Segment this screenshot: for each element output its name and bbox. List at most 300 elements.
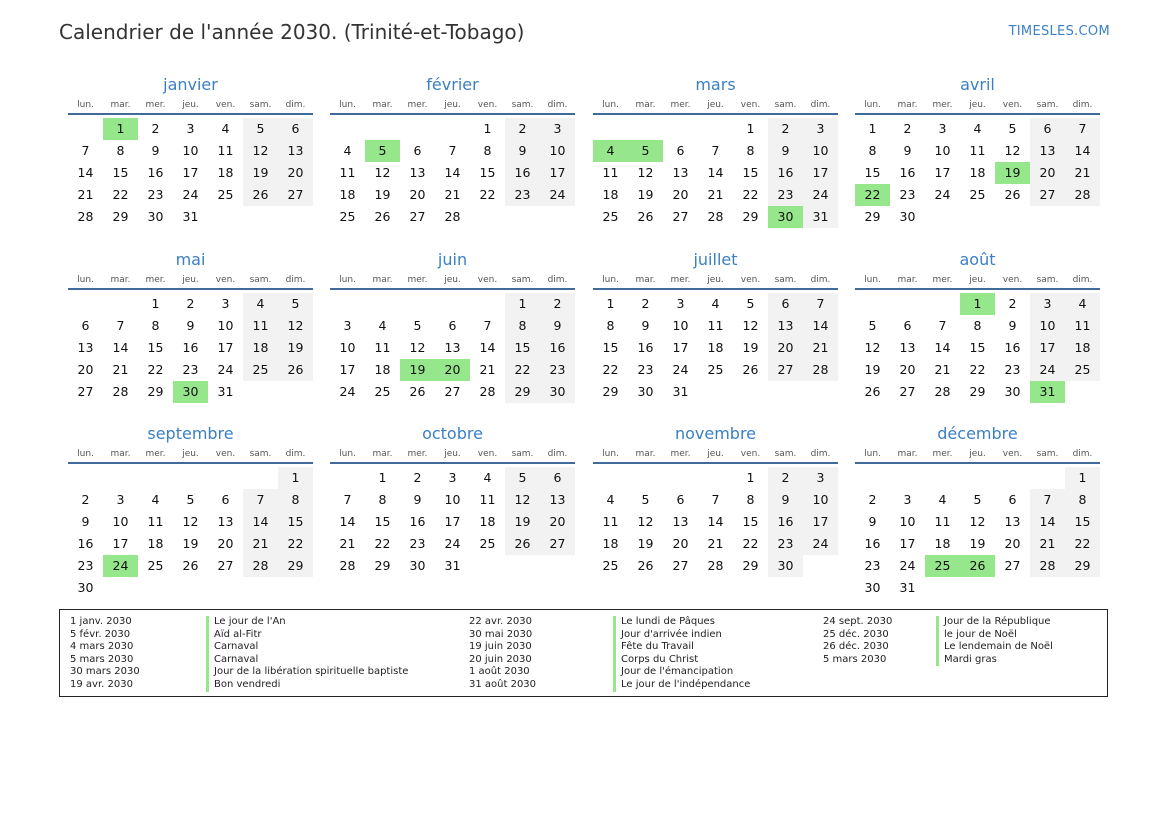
day-cell: 6 — [903, 318, 912, 333]
weekday-label: dim. — [547, 100, 568, 110]
weekday-label: sam. — [1036, 449, 1059, 459]
month-header-rule — [330, 288, 575, 290]
holiday-name: Carnaval — [206, 654, 408, 667]
day-cell: 21 — [812, 340, 829, 355]
weekday-label: ven. — [215, 449, 236, 459]
holiday-day-cell: 19 — [400, 359, 435, 381]
day-cell: 30 — [777, 558, 794, 573]
month-header-rule — [330, 462, 575, 464]
day-cell: 9 — [553, 318, 562, 333]
day-cell: 28 — [707, 209, 724, 224]
day-cell: 27 — [549, 536, 566, 551]
day-cell: 21 — [77, 187, 94, 202]
holiday-dates-column — [469, 616, 536, 692]
day-cell: 6 — [221, 492, 230, 507]
day-cell: 9 — [868, 514, 877, 529]
month-4 — [855, 75, 1100, 245]
day-cell: 25 — [217, 187, 234, 202]
month-2 — [330, 75, 575, 245]
day-cell: 2 — [641, 296, 650, 311]
day-cell: 19 — [374, 187, 391, 202]
day-cell: 27 — [672, 209, 689, 224]
day-cell: 7 — [711, 143, 720, 158]
day-cell: 8 — [483, 143, 492, 158]
weekday-label: lun. — [339, 449, 356, 459]
holiday-names-column — [206, 616, 408, 692]
day-cell: 2 — [518, 121, 527, 136]
day-cell: 3 — [938, 121, 947, 136]
holiday-day-cell: 4 — [593, 140, 628, 162]
day-cell: 1 — [151, 296, 160, 311]
day-cell: 28 — [339, 558, 356, 573]
day-cell: 23 — [777, 536, 794, 551]
day-cell: 25 — [374, 384, 391, 399]
day-cell: 25 — [1074, 362, 1091, 377]
day-cell: 4 — [973, 121, 982, 136]
month-name: août — [959, 250, 996, 269]
day-cell: 21 — [479, 362, 496, 377]
weekday-label: mar. — [372, 449, 393, 459]
day-cell: 19 — [864, 362, 881, 377]
day-cell: 23 — [899, 187, 916, 202]
day-cell: 26 — [637, 209, 654, 224]
day-cell: 22 — [287, 536, 304, 551]
day-cell: 9 — [81, 514, 90, 529]
day-cell: 17 — [812, 514, 829, 529]
month-10 — [330, 424, 575, 594]
holiday-date: 26 déc. 2030 — [823, 641, 889, 653]
day-cell: 6 — [291, 121, 300, 136]
holiday-date: 24 sept. 2030 — [823, 616, 893, 627]
day-cell: 8 — [868, 143, 877, 158]
month-name: juillet — [693, 250, 738, 269]
day-cell: 28 — [444, 209, 461, 224]
day-cell: 29 — [287, 558, 304, 573]
weekday-label: ven. — [740, 100, 761, 110]
day-cell: 5 — [186, 492, 195, 507]
day-cell: 17 — [934, 165, 951, 180]
holiday-names-column — [936, 616, 1053, 666]
day-cell: 10 — [899, 514, 916, 529]
weekday-label: sam. — [249, 100, 272, 110]
day-cell: 31 — [812, 209, 829, 224]
day-cell: 19 — [742, 340, 759, 355]
day-cell: 29 — [864, 209, 881, 224]
day-cell: 20 — [409, 187, 426, 202]
day-cell: 11 — [374, 340, 391, 355]
month-7 — [593, 250, 838, 420]
day-cell: 21 — [252, 536, 269, 551]
day-cell: 14 — [934, 340, 951, 355]
day-cell: 25 — [602, 558, 619, 573]
day-cell: 6 — [81, 318, 90, 333]
day-cell: 24 — [899, 558, 916, 573]
day-cell: 12 — [969, 514, 986, 529]
day-cell: 26 — [864, 384, 881, 399]
day-cell: 11 — [339, 165, 356, 180]
day-cell: 21 — [112, 362, 129, 377]
day-cell: 8 — [378, 492, 387, 507]
day-cell: 6 — [781, 296, 790, 311]
day-cell: 22 — [742, 187, 759, 202]
day-cell: 12 — [252, 143, 269, 158]
day-cell: 11 — [217, 143, 234, 158]
weekday-label: lun. — [602, 275, 619, 285]
day-cell: 14 — [812, 318, 829, 333]
weekday-label: mar. — [635, 449, 656, 459]
day-cell: 28 — [1039, 558, 1056, 573]
month-header-rule — [855, 113, 1100, 115]
day-cell: 12 — [637, 514, 654, 529]
day-cell: 14 — [1039, 514, 1056, 529]
day-cell: 18 — [969, 165, 986, 180]
day-cell: 14 — [77, 165, 94, 180]
day-cell: 21 — [1039, 536, 1056, 551]
day-cell: 7 — [1043, 492, 1052, 507]
weekday-label: mar. — [372, 275, 393, 285]
day-cell: 23 — [777, 187, 794, 202]
weekday-label: mar. — [110, 100, 131, 110]
day-cell: 25 — [602, 209, 619, 224]
day-cell: 17 — [549, 165, 566, 180]
day-cell: 28 — [112, 384, 129, 399]
day-cell: 26 — [742, 362, 759, 377]
weekday-label: sam. — [511, 449, 534, 459]
day-cell: 12 — [374, 165, 391, 180]
holiday-date: 5 févr. 2030 — [70, 628, 131, 640]
day-cell: 19 — [969, 536, 986, 551]
day-cell: 5 — [746, 296, 755, 311]
weekday-label: mer. — [407, 275, 428, 285]
holiday-legend — [59, 609, 1108, 697]
holiday-day-cell: 1 — [103, 118, 138, 140]
holiday-day-cell: 19 — [995, 162, 1030, 184]
day-cell: 6 — [413, 143, 422, 158]
day-cell: 3 — [676, 296, 685, 311]
day-cell: 16 — [549, 340, 566, 355]
holiday-name: Le jour de l'An — [206, 616, 408, 629]
day-cell: 4 — [1078, 296, 1087, 311]
day-cell: 6 — [1043, 121, 1052, 136]
month-header-rule — [593, 462, 838, 464]
holiday-date: 5 mars 2030 — [70, 653, 134, 665]
day-cell: 16 — [147, 165, 164, 180]
day-cell: 23 — [147, 187, 164, 202]
weekday-label: jeu. — [969, 449, 986, 459]
day-cell: 8 — [518, 318, 527, 333]
weekday-label: jeu. — [444, 275, 461, 285]
day-cell: 23 — [514, 187, 531, 202]
day-cell: 21 — [1074, 165, 1091, 180]
weekday-label: ven. — [1002, 449, 1023, 459]
day-cell: 4 — [606, 492, 615, 507]
day-cell: 11 — [602, 165, 619, 180]
day-cell: 7 — [816, 296, 825, 311]
day-cell: 13 — [77, 340, 94, 355]
day-cell: 19 — [637, 187, 654, 202]
day-cell: 3 — [816, 121, 825, 136]
day-cell: 20 — [1004, 536, 1021, 551]
day-cell: 10 — [549, 143, 566, 158]
day-cell: 11 — [147, 514, 164, 529]
day-cell: 2 — [81, 492, 90, 507]
day-cell: 2 — [1008, 296, 1017, 311]
day-cell: 11 — [969, 143, 986, 158]
day-cell: 28 — [77, 209, 94, 224]
weekday-label: mer. — [932, 449, 953, 459]
month-6 — [330, 250, 575, 420]
day-cell: 5 — [413, 318, 422, 333]
day-cell: 25 — [479, 536, 496, 551]
day-cell: 16 — [409, 514, 426, 529]
day-cell: 21 — [707, 536, 724, 551]
day-cell: 4 — [151, 492, 160, 507]
day-cell: 1 — [746, 121, 755, 136]
holiday-date: 20 juin 2030 — [469, 653, 532, 665]
day-cell: 2 — [781, 121, 790, 136]
month-9 — [68, 424, 313, 594]
day-cell: 14 — [112, 340, 129, 355]
weekday-label: mer. — [145, 275, 166, 285]
day-cell: 28 — [479, 384, 496, 399]
day-cell: 17 — [112, 536, 129, 551]
weekday-label: jeu. — [707, 449, 724, 459]
day-cell: 29 — [602, 384, 619, 399]
day-cell: 13 — [672, 165, 689, 180]
day-cell: 22 — [514, 362, 531, 377]
day-cell: 27 — [777, 362, 794, 377]
month-header-rule — [593, 113, 838, 115]
day-cell: 4 — [343, 143, 352, 158]
weekday-label: dim. — [285, 449, 306, 459]
day-cell: 3 — [343, 318, 352, 333]
day-cell: 2 — [781, 470, 790, 485]
day-cell: 5 — [291, 296, 300, 311]
day-cell: 9 — [1008, 318, 1017, 333]
weekday-label: mer. — [932, 100, 953, 110]
day-cell: 14 — [252, 514, 269, 529]
month-1 — [68, 75, 313, 245]
weekday-label: mar. — [897, 275, 918, 285]
weekday-label: dim. — [810, 449, 831, 459]
day-cell: 1 — [868, 121, 877, 136]
day-cell: 28 — [812, 362, 829, 377]
weekday-label: lun. — [864, 100, 881, 110]
day-cell: 5 — [518, 470, 527, 485]
month-5 — [68, 250, 313, 420]
holiday-date: 31 août 2030 — [469, 678, 537, 690]
month-8 — [855, 250, 1100, 420]
weekday-label: dim. — [1072, 275, 1093, 285]
day-cell: 10 — [112, 514, 129, 529]
day-cell: 16 — [777, 165, 794, 180]
day-cell: 18 — [602, 187, 619, 202]
weekday-label: jeu. — [444, 449, 461, 459]
day-cell: 19 — [287, 340, 304, 355]
site-link[interactable]: TIMESLES.COM — [1008, 24, 1110, 39]
day-cell: 27 — [287, 187, 304, 202]
day-cell: 9 — [903, 143, 912, 158]
day-cell: 14 — [1074, 143, 1091, 158]
day-cell: 2 — [903, 121, 912, 136]
day-cell: 15 — [514, 340, 531, 355]
day-cell: 17 — [339, 362, 356, 377]
day-cell: 1 — [378, 470, 387, 485]
day-cell: 19 — [182, 536, 199, 551]
day-cell: 13 — [217, 514, 234, 529]
weekday-label: lun. — [339, 275, 356, 285]
day-cell: 25 — [339, 209, 356, 224]
day-cell: 6 — [676, 492, 685, 507]
weekday-label: sam. — [774, 275, 797, 285]
day-cell: 20 — [549, 514, 566, 529]
weekday-label: jeu. — [969, 100, 986, 110]
day-cell: 9 — [186, 318, 195, 333]
day-cell: 23 — [182, 362, 199, 377]
day-cell: 30 — [899, 209, 916, 224]
weekday-label: jeu. — [444, 100, 461, 110]
day-cell: 14 — [339, 514, 356, 529]
weekday-label: dim. — [810, 275, 831, 285]
weekday-label: ven. — [477, 275, 498, 285]
day-cell: 24 — [549, 187, 566, 202]
day-cell: 14 — [707, 514, 724, 529]
day-cell: 20 — [287, 165, 304, 180]
day-cell: 7 — [448, 143, 457, 158]
holiday-date: 19 juin 2030 — [469, 641, 532, 653]
month-header-rule — [68, 113, 313, 115]
weekday-label: sam. — [511, 100, 534, 110]
weekday-label: lun. — [77, 100, 94, 110]
weekday-label: ven. — [215, 275, 236, 285]
day-cell: 21 — [707, 187, 724, 202]
day-cell: 8 — [151, 318, 160, 333]
weekday-label: mer. — [407, 449, 428, 459]
day-cell: 17 — [217, 340, 234, 355]
day-cell: 15 — [969, 340, 986, 355]
day-cell: 1 — [606, 296, 615, 311]
day-cell: 26 — [287, 362, 304, 377]
weekday-label: mar. — [635, 100, 656, 110]
holiday-date: 1 janv. 2030 — [70, 616, 132, 627]
month-name: février — [426, 75, 479, 94]
day-cell: 9 — [781, 492, 790, 507]
weekday-label: jeu. — [969, 275, 986, 285]
day-cell: 31 — [444, 558, 461, 573]
weekday-label: mar. — [110, 275, 131, 285]
weekday-label: mer. — [932, 275, 953, 285]
holiday-name: Mardi gras — [936, 654, 1053, 667]
weekday-label: mar. — [635, 275, 656, 285]
day-cell: 24 — [934, 187, 951, 202]
day-cell: 2 — [868, 492, 877, 507]
day-cell: 16 — [182, 340, 199, 355]
day-cell: 4 — [221, 121, 230, 136]
day-cell: 16 — [1004, 340, 1021, 355]
weekday-label: sam. — [774, 100, 797, 110]
holiday-dates-column — [70, 616, 140, 692]
page-title: Calendrier de l'année 2030. (Trinité-et-Tobago) — [59, 20, 525, 44]
day-cell: 28 — [1074, 187, 1091, 202]
month-name: novembre — [674, 424, 757, 443]
weekday-label: ven. — [477, 449, 498, 459]
weekday-label: mar. — [897, 100, 918, 110]
month-header-rule — [855, 462, 1100, 464]
day-cell: 10 — [934, 143, 951, 158]
day-cell: 12 — [287, 318, 304, 333]
month-header-rule — [68, 462, 313, 464]
day-cell: 28 — [707, 558, 724, 573]
day-cell: 18 — [479, 514, 496, 529]
month-name: juin — [437, 250, 468, 269]
day-cell: 2 — [151, 121, 160, 136]
day-cell: 14 — [479, 340, 496, 355]
day-cell: 15 — [742, 165, 759, 180]
day-cell: 16 — [637, 340, 654, 355]
holiday-day-cell: 31 — [1030, 381, 1065, 403]
day-cell: 7 — [343, 492, 352, 507]
weekday-label: jeu. — [707, 100, 724, 110]
day-cell: 15 — [602, 340, 619, 355]
day-cell: 10 — [339, 340, 356, 355]
holiday-name: Jour de l'émancipation — [613, 666, 750, 679]
day-cell: 22 — [742, 536, 759, 551]
day-cell: 11 — [602, 514, 619, 529]
holiday-name: Bon vendredi — [206, 679, 408, 692]
day-cell: 7 — [483, 318, 492, 333]
day-cell: 17 — [182, 165, 199, 180]
day-cell: 16 — [514, 165, 531, 180]
day-cell: 27 — [444, 384, 461, 399]
day-cell: 23 — [409, 536, 426, 551]
day-cell: 17 — [444, 514, 461, 529]
weekday-label: sam. — [511, 275, 534, 285]
day-cell: 18 — [252, 340, 269, 355]
holiday-day-cell: 30 — [173, 381, 208, 403]
month-3 — [593, 75, 838, 245]
day-cell: 26 — [409, 384, 426, 399]
day-cell: 22 — [374, 536, 391, 551]
month-name: septembre — [147, 424, 234, 443]
day-cell: 13 — [899, 340, 916, 355]
day-cell: 2 — [186, 296, 195, 311]
day-cell: 18 — [147, 536, 164, 551]
day-cell: 1 — [1078, 470, 1087, 485]
day-cell: 10 — [812, 143, 829, 158]
day-cell: 11 — [1074, 318, 1091, 333]
day-cell: 17 — [899, 536, 916, 551]
day-cell: 12 — [182, 514, 199, 529]
day-cell: 31 — [899, 580, 916, 595]
holiday-date: 30 mai 2030 — [469, 628, 533, 640]
weekday-label: mer. — [407, 100, 428, 110]
day-cell: 20 — [672, 536, 689, 551]
month-name: mars — [695, 75, 736, 94]
day-cell: 7 — [711, 492, 720, 507]
holiday-day-cell: 1 — [960, 293, 995, 315]
day-cell: 22 — [602, 362, 619, 377]
day-cell: 29 — [742, 558, 759, 573]
day-cell: 13 — [1004, 514, 1021, 529]
day-cell: 10 — [1039, 318, 1056, 333]
day-cell: 12 — [864, 340, 881, 355]
day-cell: 18 — [217, 165, 234, 180]
day-cell: 7 — [1078, 121, 1087, 136]
day-cell: 24 — [444, 536, 461, 551]
day-cell: 9 — [413, 492, 422, 507]
day-cell: 31 — [672, 384, 689, 399]
day-cell: 20 — [777, 340, 794, 355]
